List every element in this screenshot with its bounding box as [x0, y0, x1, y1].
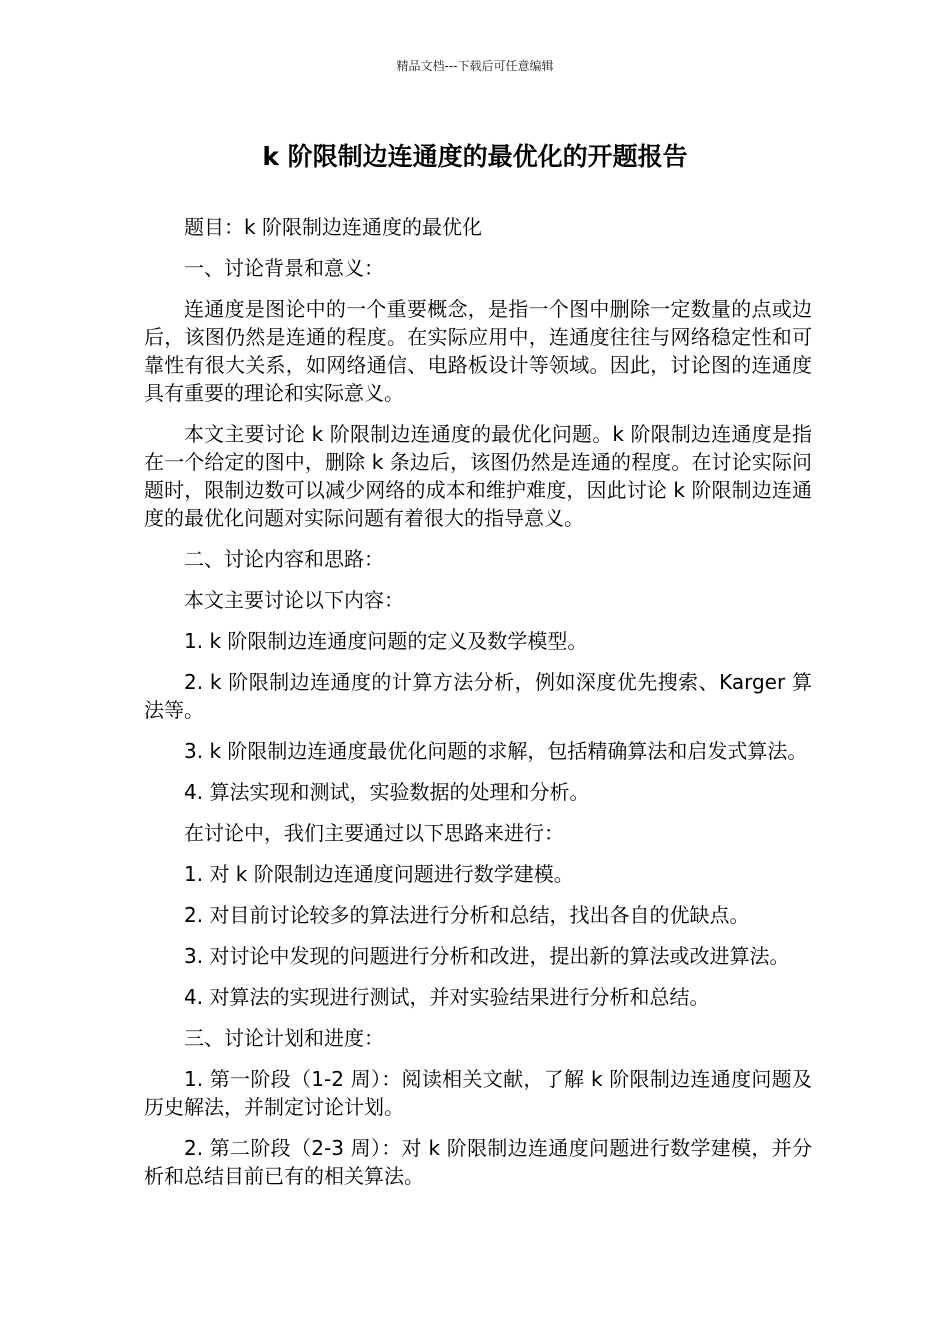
content-item-4: 4. 算法实现和测试，实验数据的处理和分析。 [184, 780, 590, 804]
background-paragraph-1: 连通度是图论中的一个重要概念，是指一个图中删除一定数量的点或边后，该图仍然是连通的程度。在实际应用中，连通度往往与网络稳定性和可靠性有很大关系，如网络通信、电路板设计等领域。因此，讨论图的连通度具有重要的理论和实际意义。 [144, 297, 812, 405]
section-heading-plan: 三、讨论计划和进度： [184, 1026, 384, 1050]
section-heading-content: 二、讨论内容和思路： [184, 547, 384, 571]
content-intro: 本文主要讨论以下内容： [184, 588, 404, 612]
background-paragraph-2: 本文主要讨论 k 阶限制边连通度的最优化问题。k 阶限制边连通度是指在一个给定的图中，删除 k 条边后，该图仍然是连通的程度。在讨论实际问题时，限制边数可以减少网络的成本和维护难度，因此讨论 k 阶限制边连通度的最优化问题对实际问题有着很大的指导意义。 [144, 422, 812, 530]
approach-item-1: 1. 对 k 阶限制边连通度问题进行数学建模。 [184, 862, 574, 886]
content-item-1: 1. k 阶限制边连通度问题的定义及数学模型。 [184, 629, 588, 653]
approach-item-3: 3. 对讨论中发现的问题进行分析和改进，提出新的算法或改进算法。 [184, 944, 790, 968]
topic-line: 题目：k 阶限制边连通度的最优化 [184, 215, 482, 239]
plan-item-2: 2. 第二阶段（2-3 周）：对 k 阶限制边连通度问题进行数学建模，并分析和总结目前已有的相关算法。 [144, 1136, 812, 1188]
content-item-2: 2. k 阶限制边连通度的计算方法分析，例如深度优先搜索、Karger 算法等。 [144, 670, 812, 722]
page-header-note: 精品文档---下载后可任意编辑 [396, 59, 554, 73]
approach-item-2: 2. 对目前讨论较多的算法进行分析和总结，找出各自的优缺点。 [184, 903, 750, 927]
document-title: k 阶限制边连通度的最优化的开题报告 [262, 142, 688, 171]
document-body [144, 213, 812, 1203]
approach-intro: 在讨论中，我们主要通过以下思路来进行： [184, 821, 564, 845]
section-heading-background: 一、讨论背景和意义： [184, 256, 384, 280]
content-item-3: 3. k 阶限制边连通度最优化问题的求解，包括精确算法和启发式算法。 [184, 739, 808, 763]
approach-item-4: 4. 对算法的实现进行测试，并对实验结果进行分析和总结。 [184, 985, 710, 1009]
plan-item-1: 1. 第一阶段（1-2 周）：阅读相关文献，了解 k 阶限制边连通度问题及历史解法，并制定讨论计划。 [144, 1067, 812, 1119]
